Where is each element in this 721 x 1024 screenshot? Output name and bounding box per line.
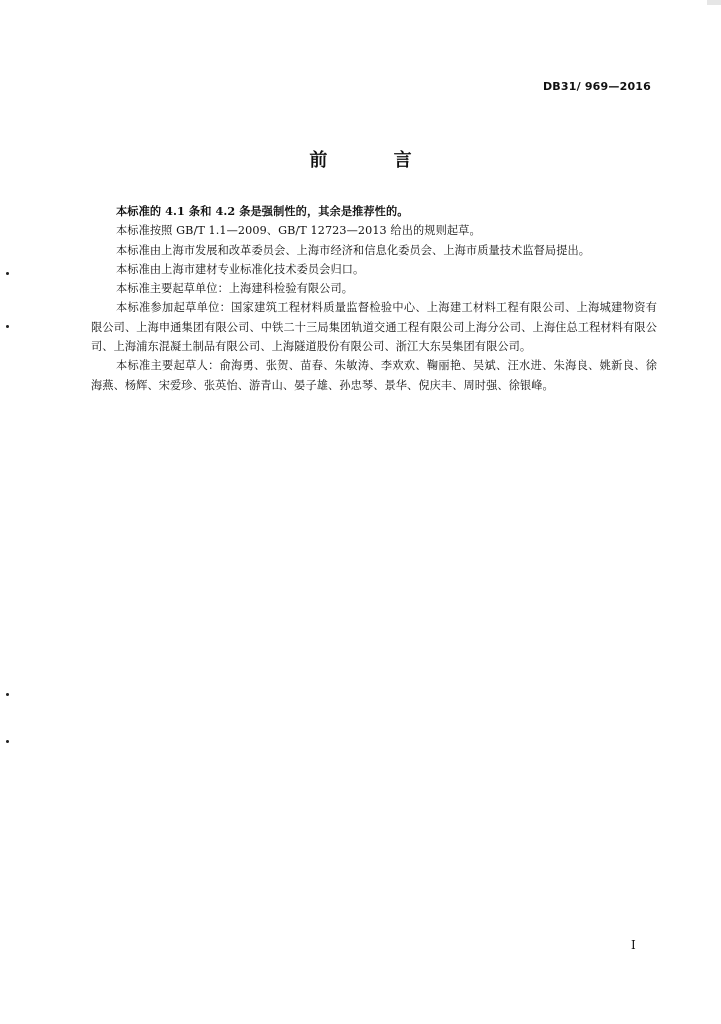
scan-speck xyxy=(6,740,9,743)
page-title: 前 言 xyxy=(309,150,442,171)
scan-speck xyxy=(6,325,9,328)
paragraph-mandatory-clauses: 本标准的 4.1 条和 4.2 条是强制性的，其余是推荐性的。 xyxy=(116,204,409,218)
scan-speck xyxy=(6,693,9,696)
page-number: I xyxy=(631,938,636,952)
scan-speck xyxy=(6,272,9,275)
paragraph-main-drafting-unit: 本标准主要起草单位：上海建科检验有限公司。 xyxy=(116,282,354,296)
scan-corner-mark xyxy=(707,0,721,5)
paragraph-participating-units: 本标准参加起草单位：国家建筑工程材料质量监督检验中心、上海建工材料工程有限公司、上海城建物资有限公司、上海申通集团有限公司、中铁二十三局集团轨道交通工程有限公司上海分公司、上海住总工程材料有限公司、上海浦东混凝土制品有限公司、上海隧道股份有限公司、浙江大东吴集团有限公司。 xyxy=(91,301,657,354)
paragraph-administration: 本标准由上海市建材专业标准化技术委员会归口。 xyxy=(116,262,365,276)
standard-code: DB31/ 969—2016 xyxy=(542,80,651,93)
paragraph-main-drafters: 本标准主要起草人：俞海勇、张贺、苗春、朱敏涛、李欢欢、鞠丽艳、吴斌、汪水进、朱海良、姚新良、徐海燕、杨辉、宋爱珍、张英怡、游青山、晏子雄、孙忠琴、景华、倪庆丰、周时强、徐银峰。 xyxy=(91,359,657,392)
paragraph-proposers: 本标准由上海市发展和改革委员会、上海市经济和信息化委员会、上海市质量技术监督局提出。 xyxy=(116,243,591,257)
foreword-body xyxy=(91,202,657,395)
paragraph-drafting-rules: 本标准按照 GB/T 1.1—2009、GB/T 12723—2013 给出的规则起草。 xyxy=(116,224,481,238)
